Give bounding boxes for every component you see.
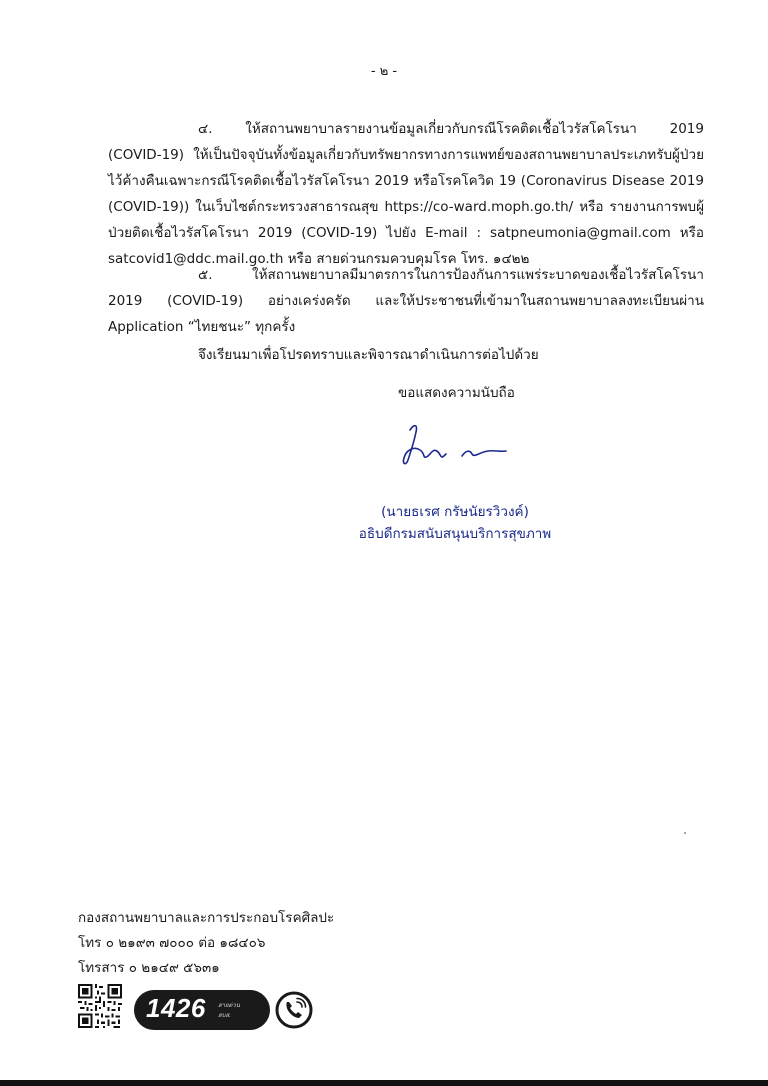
paragraph-4 bbox=[108, 116, 704, 272]
footer-fax: โทรสาร ๐ ๒๑๔๙ ๕๖๓๑ bbox=[78, 960, 220, 976]
paragraph-4-text: ๔. ให้สถานพยาบาลรายงานข้อมูลเกี่ยวกับกรณีโรคติดเชื้อไวรัสโคโรนา 2019 (COVID-19) ให้เป็นปัจจุบันทั้งข้อมูลเกี่ยวกับทรัพยากรทางการแพทย์ของสถานพยาบาลประเภทรับผู้ป่วยไว้ค้างคืนเฉพาะกรณีโรคติดเชื้อไวรัสโคโรนา 2019 หรือโรคโควิด 19 (Coronavirus Disease 2019 (COVID-19)) ในเว็บไซต์กระทรวงสาธารณสุข https://co-ward.moph.go.th/ หรือ รายงานการพบผู้ป่วยติดเชื้อไวรัสโคโรนา 2019 (COVID-19) ไปยัง E-mail : satpneumonia@gmail.com หรือ satcovid1@ddc.mail.go.th หรือ สายด่วนกรมควบคุมโรค โทร. ๑๔๒๒ bbox=[108, 121, 704, 267]
hotline-label-2: สบส. bbox=[218, 1012, 232, 1019]
page-number: - ๒ - bbox=[370, 64, 398, 79]
signature-image bbox=[396, 420, 516, 470]
signer-title: อธิบดีกรมสนับสนุนบริการสุขภาพ bbox=[358, 526, 552, 542]
scan-speck bbox=[684, 832, 686, 834]
scan-edge bbox=[0, 1080, 768, 1086]
regards: ขอแสดงความนับถือ bbox=[398, 385, 515, 401]
phone-icon bbox=[274, 990, 314, 1030]
paragraph-5-text: ๕. ให้สถานพยาบาลมีมาตรการในการป้องกันการแพร่ระบาดของเชื้อไวรัสโคโรนา 2019 (COVID-19) อย่างเคร่งครัด และให้ประชาชนที่เข้ามาในสถานพยาบาลลงทะเบียนผ่าน Application “ไทยชนะ” ทุกครั้ง bbox=[108, 267, 704, 335]
closing-line: จึงเรียนมาเพื่อโปรดทราบและพิจารณาดำเนินการต่อไปด้วย bbox=[198, 347, 539, 363]
qr-code-icon bbox=[78, 984, 122, 1028]
footer-contact bbox=[78, 906, 334, 981]
footer-phone: โทร ๐ ๒๑๙๓ ๗๐๐๐ ต่อ ๑๘๔๐๖ bbox=[78, 935, 266, 951]
paragraph-5 bbox=[108, 262, 704, 340]
signer-name: (นายธเรศ กรัษนัยรวิวงค์) bbox=[381, 504, 529, 520]
hotline-number: 1426 bbox=[146, 993, 206, 1023]
hotline-badge bbox=[134, 990, 270, 1030]
footer-division: กองสถานพยาบาลและการประกอบโรคศิลปะ bbox=[78, 910, 335, 926]
hotline-label-1: สายด่วน bbox=[218, 1002, 240, 1009]
